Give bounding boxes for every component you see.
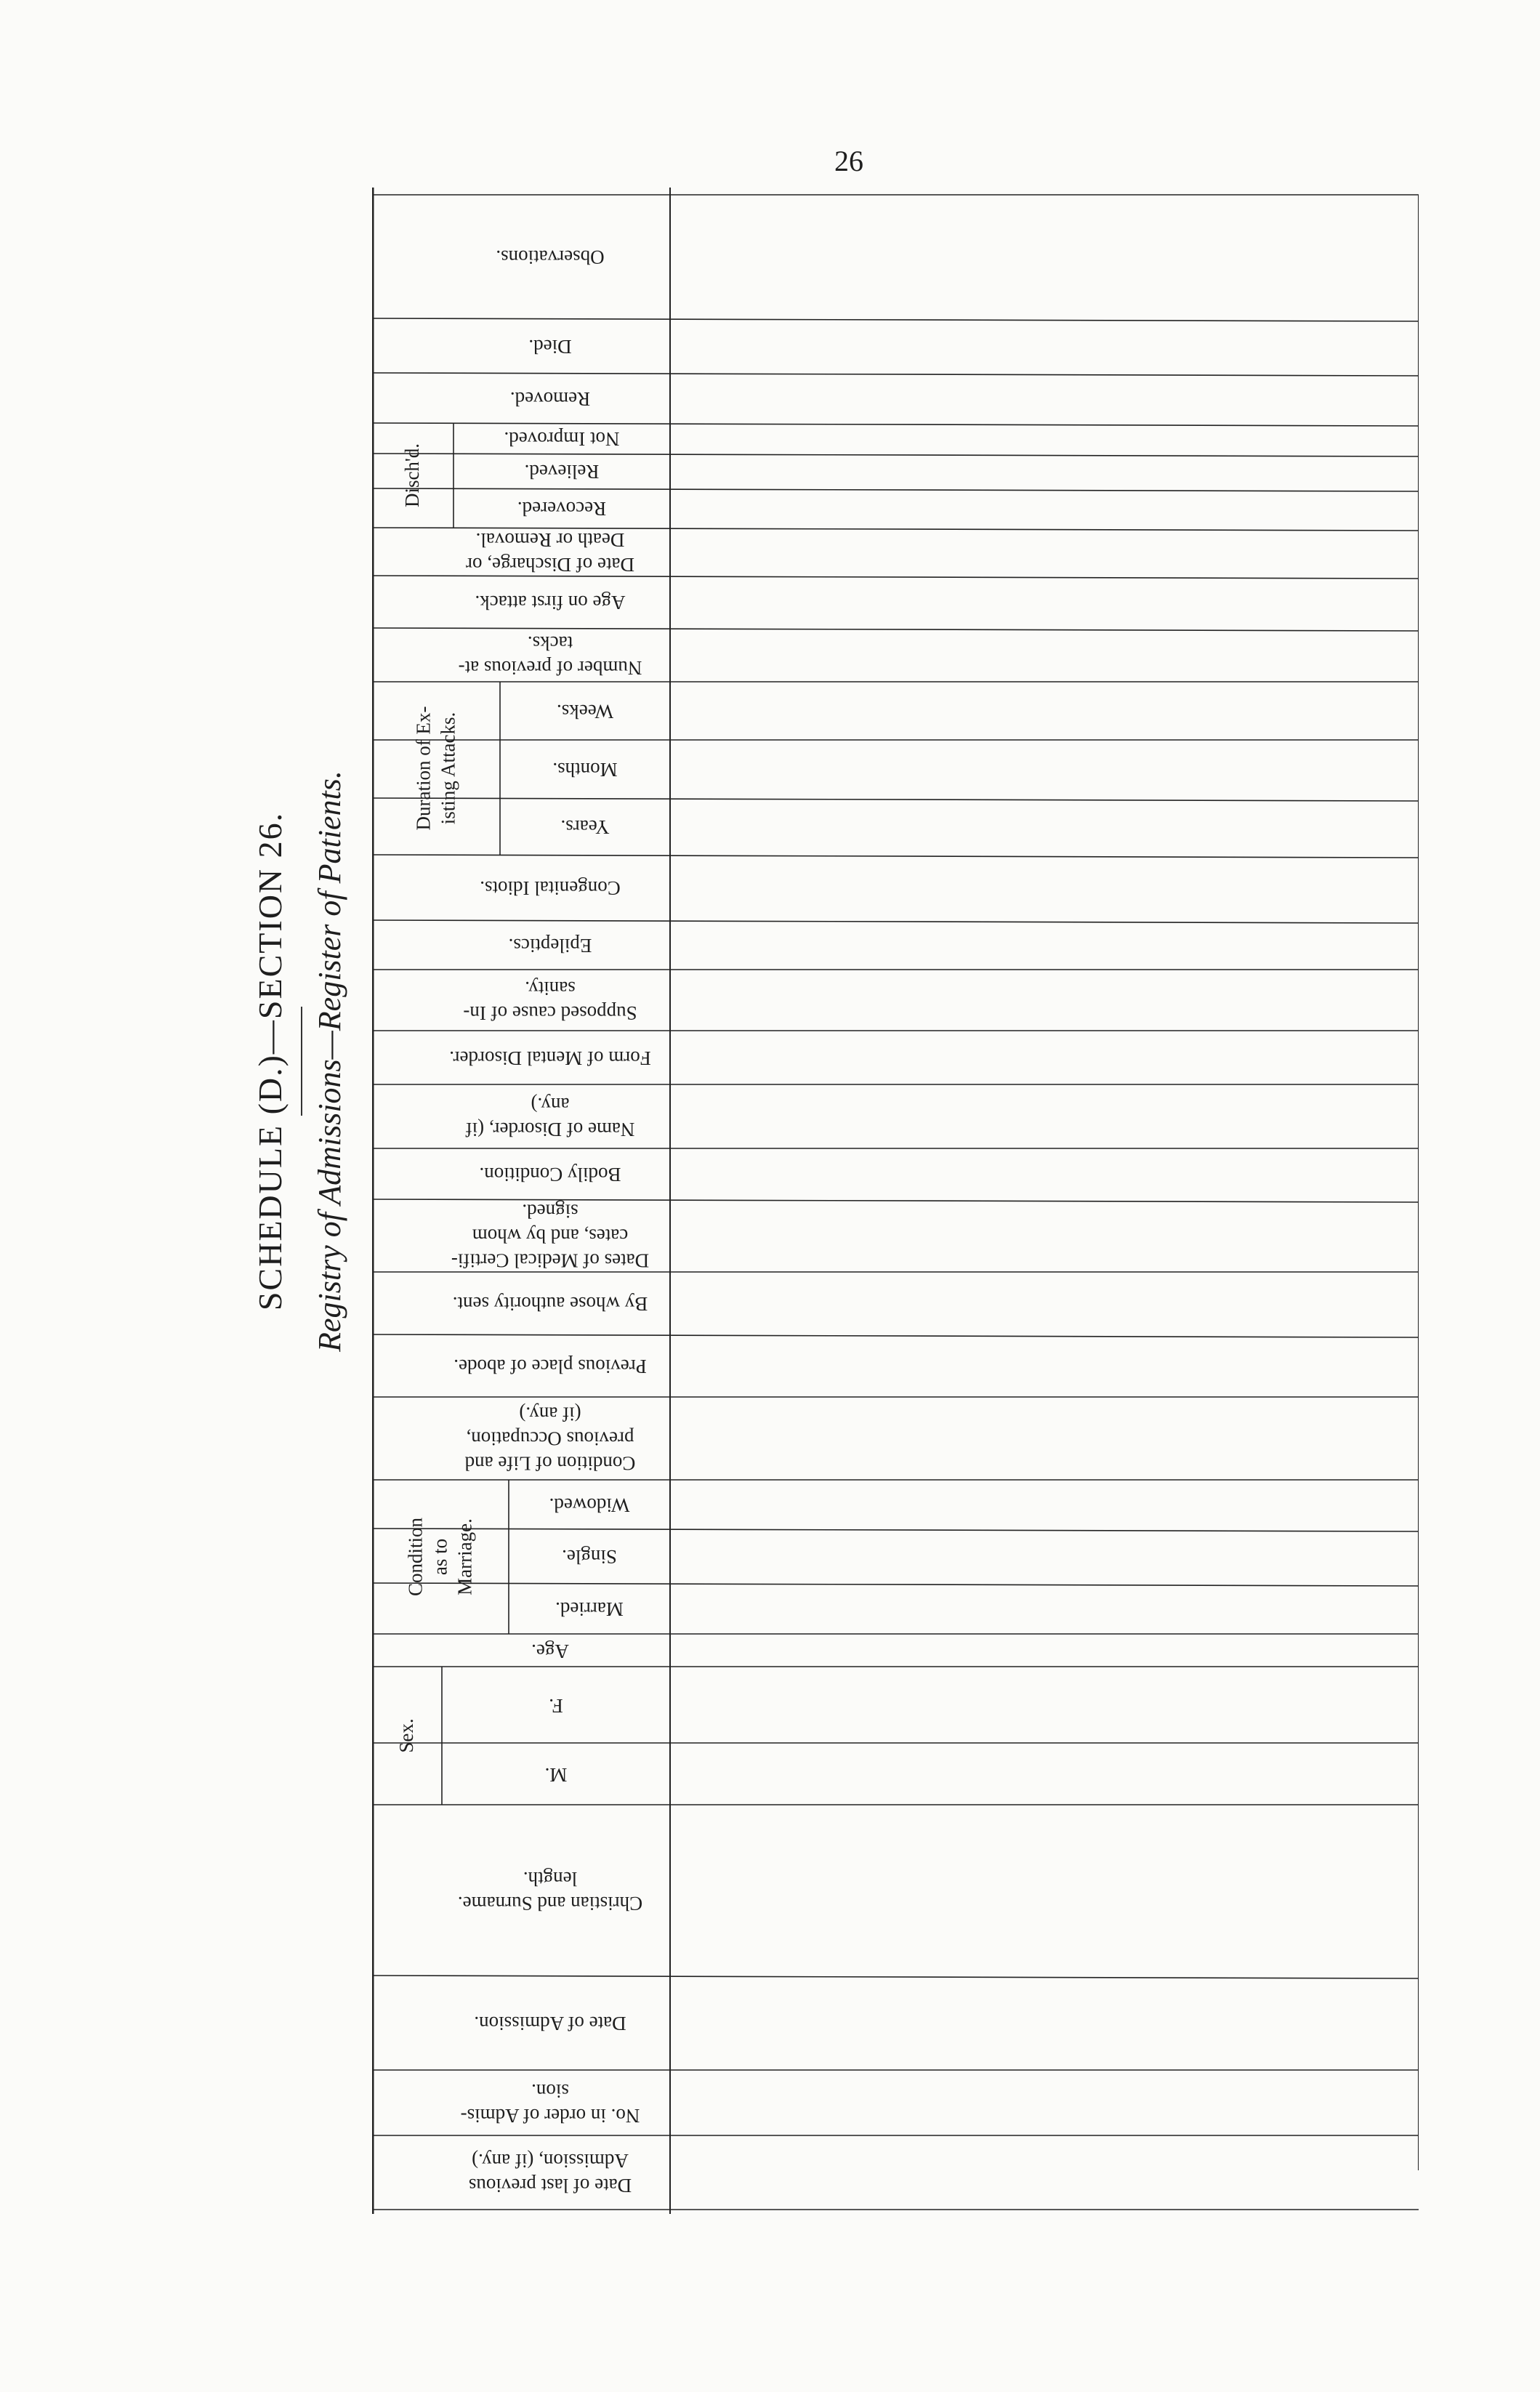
column-header: Previous place of abode. (453, 1355, 647, 1377)
column-header: M. (544, 1763, 568, 1786)
rule-line (372, 318, 1419, 321)
column-header: Date of Discharge, or Death or Removal. (466, 529, 634, 576)
column-header: Not Improved. (504, 427, 620, 450)
column-header: F. (549, 1694, 563, 1717)
column-header: Widowed. (549, 1494, 630, 1516)
rule-line (372, 798, 1419, 801)
column-header: Months. (552, 758, 618, 781)
group-header: Disch'd. (401, 443, 424, 508)
column-header: Removed. (509, 387, 591, 410)
group-header: Duration of Ex- isting Attacks. (412, 706, 459, 831)
column-header: Date of Admission. (474, 2012, 626, 2034)
register-table (372, 188, 1419, 2214)
column-header: Relieved. (524, 460, 600, 483)
title-rule (301, 1007, 302, 1116)
column-header: Age. (531, 1640, 569, 1662)
column-header: Bodily Condition. (479, 1163, 621, 1185)
rule-line (372, 1976, 1419, 1978)
column-header: Condition of Life and previous Occupation, (if any.) (464, 1404, 636, 1475)
rule-line (372, 920, 1419, 923)
rule-line (372, 488, 1419, 491)
column-header: Christian and Surname. length. (457, 1867, 643, 1914)
column-header: Epileptics. (508, 934, 592, 957)
column-header: Single. (562, 1545, 617, 1568)
rule-line (372, 1529, 1419, 1531)
column-header: Weeks. (556, 700, 614, 722)
column-header: Dates of Medical Certifi- cates, and by whom signed. (451, 1201, 650, 1272)
column-header: Years. (560, 816, 610, 838)
schedule-subtitle: Registry of Admissions—Register of Patients. (312, 770, 347, 1352)
column-header: Married. (555, 1598, 624, 1620)
column-header: Recovered. (517, 497, 607, 520)
rule-line (372, 855, 1419, 858)
column-header: Age on first attack. (475, 591, 626, 613)
page-number: 26 (834, 145, 863, 177)
column-header: By whose authority sent. (452, 1292, 648, 1315)
rule-line (372, 1583, 1419, 1586)
group-header: Sex. (395, 1718, 418, 1753)
column-header: Form of Mental Disorder. (449, 1047, 651, 1069)
rule-line (372, 373, 1419, 376)
column-header: Number of previous at- tacks. (458, 632, 642, 679)
column-header: Died. (528, 335, 572, 358)
column-header: Name of Disorder, (if any.) (465, 1094, 635, 1140)
column-header: No. in order of Admis- sion. (460, 2080, 640, 2127)
rule-line (372, 454, 1419, 456)
group-header: Condition as to Marriage. (404, 1517, 475, 1597)
column-header: Date of last previous Admission, (if any.) (468, 2150, 632, 2196)
column-header: Congenital Idiots. (480, 877, 621, 899)
schedule-title: SCHEDULE (D.)—SECTION 26. (251, 811, 289, 1311)
column-header: Supposed cause of In- sanity. (463, 978, 637, 1024)
rule-line (372, 1334, 1419, 1337)
column-header: Observations. (496, 246, 605, 268)
